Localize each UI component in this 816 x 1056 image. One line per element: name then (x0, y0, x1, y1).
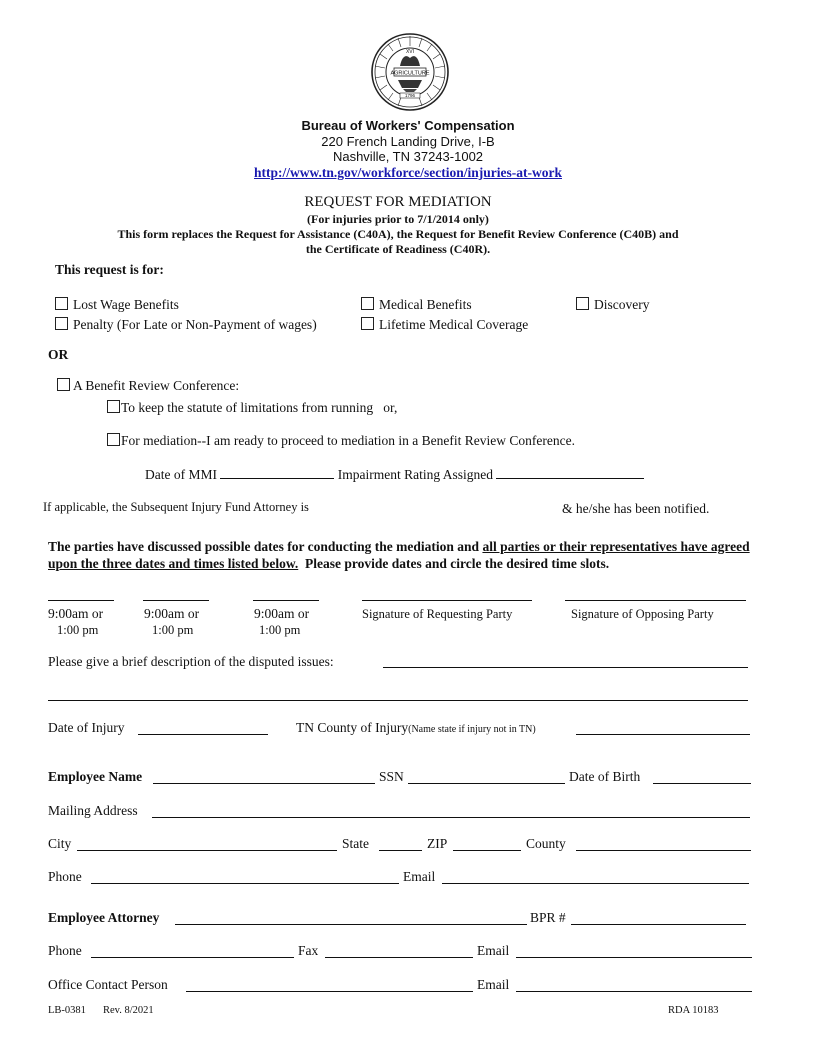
statute-checkbox[interactable] (107, 400, 120, 413)
employee-phone-label: Phone (48, 869, 82, 884)
employee-attorney-field[interactable] (175, 924, 527, 925)
option-statute[interactable]: To keep the statute of limitations from running or, (107, 400, 397, 416)
dob-label: Date of Birth (569, 769, 641, 784)
county-field[interactable] (576, 850, 751, 851)
date-slot-2-field[interactable] (143, 600, 209, 601)
request-for-label: This request is for: (55, 262, 164, 277)
requesting-signature-field[interactable] (362, 600, 532, 601)
zip-label: ZIP (427, 836, 448, 851)
date-of-injury-label: Date of Injury (48, 720, 125, 735)
form-number: LB-0381 (48, 1005, 86, 1016)
zip-field[interactable] (453, 850, 521, 851)
mailing-address-label: Mailing Address (48, 803, 138, 818)
slot-1-am[interactable]: 9:00am or (48, 606, 104, 621)
bpr-label: BPR # (530, 910, 566, 925)
state-field[interactable] (379, 850, 422, 851)
option-lost-wage[interactable]: Lost Wage Benefits (55, 297, 179, 313)
revision-date: Rev. 8/2021 (103, 1005, 154, 1016)
option-medical[interactable]: Medical Benefits (361, 297, 472, 313)
bureau-address-line1: 220 French Landing Drive, I-B (321, 134, 495, 149)
bureau-address-line2: Nashville, TN 37243-1002 (332, 149, 484, 164)
impairment-label: Impairment Rating Assigned (337, 467, 493, 482)
employee-email-field[interactable] (442, 883, 749, 884)
svg-text:XVI: XVI (405, 49, 415, 55)
office-contact-email-field[interactable] (516, 991, 752, 992)
city-field[interactable] (77, 850, 337, 851)
svg-text:1796: 1796 (404, 93, 416, 99)
opposing-signature-label: Signature of Opposing Party (571, 607, 714, 621)
option-discovery[interactable]: Discovery (576, 297, 649, 313)
attorney-email-label: Email (477, 943, 510, 958)
slot-1-pm[interactable]: 1:00 pm (57, 623, 99, 637)
lifetime-medical-checkbox[interactable] (361, 317, 374, 330)
state-label: State (342, 836, 369, 851)
attorney-fax-label: Fax (298, 943, 319, 958)
replaces-line-1: This form replaces the Request for Assistance (C40A), the Request for Benefit Review Conference (C40B) and (117, 227, 679, 241)
date-of-injury-field[interactable] (138, 734, 268, 735)
employee-phone-field[interactable] (91, 883, 399, 884)
parties-paragraph: The parties have discussed possible dates for conducting the mediation and all parties or their representatives have agreed upon the three dates and times listed below. Please provide dates and circle the desired time slots. (48, 539, 750, 571)
option-mediation[interactable]: For mediation--I am ready to proceed to mediation in a Benefit Review Conference. (107, 433, 575, 449)
medical-checkbox[interactable] (361, 297, 374, 310)
mmi-row (145, 466, 644, 483)
office-contact-label: Office Contact Person (48, 977, 168, 992)
employee-email-label: Email (403, 869, 436, 884)
office-contact-email-label: Email (477, 977, 510, 992)
slot-2-pm[interactable]: 1:00 pm (152, 623, 194, 637)
ssn-field[interactable] (408, 783, 565, 784)
penalty-checkbox[interactable] (55, 317, 68, 330)
mailing-address-field[interactable] (152, 817, 750, 818)
date-slot-1-field[interactable] (48, 600, 114, 601)
lost-wage-checkbox[interactable] (55, 297, 68, 310)
ssn-label: SSN (379, 769, 404, 784)
dob-field[interactable] (653, 783, 751, 784)
state-seal (370, 32, 450, 112)
requesting-signature-label: Signature of Requesting Party (362, 607, 513, 621)
sif-notified-label: & he/she has been notified. (562, 501, 710, 516)
impairment-rating-field[interactable] (496, 466, 644, 479)
county-of-injury-label: TN County of Injury(Name state if injury not in TN) (296, 720, 536, 735)
discovery-checkbox[interactable] (576, 297, 589, 310)
city-label: City (48, 836, 72, 851)
disputed-issues-label: Please give a brief description of the disputed issues: (48, 654, 334, 669)
disputed-issues-field-1[interactable] (383, 667, 748, 668)
page-title: REQUEST FOR MEDIATION (304, 194, 492, 210)
replaces-line-2: the Certificate of Readiness (C40R). (305, 242, 491, 256)
employee-attorney-label: Employee Attorney (48, 910, 160, 925)
rda-number: RDA 10183 (668, 1005, 719, 1016)
option-lifetime-medical[interactable]: Lifetime Medical Coverage (361, 317, 528, 333)
bureau-name: Bureau of Workers' Compensation (301, 118, 515, 133)
mediation-checkbox[interactable] (107, 433, 120, 446)
attorney-fax-field[interactable] (325, 957, 473, 958)
option-brc[interactable]: A Benefit Review Conference: (57, 378, 239, 394)
page-subtitle: (For injuries prior to 7/1/2014 only) (307, 212, 489, 226)
county-of-injury-field[interactable] (576, 734, 750, 735)
date-of-mmi-field[interactable] (220, 466, 334, 479)
bpr-field[interactable] (571, 924, 746, 925)
option-penalty[interactable]: Penalty (For Late or Non-Payment of wages) (55, 317, 317, 333)
employee-name-field[interactable] (153, 783, 375, 784)
sif-attorney-label: If applicable, the Subsequent Injury Fund Attorney is (43, 500, 309, 514)
brc-checkbox[interactable] (57, 378, 70, 391)
county-label: County (526, 836, 566, 851)
slot-3-am[interactable]: 9:00am or (254, 606, 310, 621)
seal-icon (370, 32, 450, 112)
slot-2-am[interactable]: 9:00am or (144, 606, 200, 621)
date-of-mmi-label: Date of MMI (145, 467, 217, 482)
slot-3-pm[interactable]: 1:00 pm (259, 623, 301, 637)
attorney-phone-label: Phone (48, 943, 82, 958)
opposing-signature-field[interactable] (565, 600, 746, 601)
office-contact-field[interactable] (186, 991, 473, 992)
svg-text:AGRICULTURE: AGRICULTURE (390, 70, 430, 77)
date-slot-3-field[interactable] (253, 600, 319, 601)
employee-name-label: Employee Name (48, 769, 143, 784)
attorney-email-field[interactable] (516, 957, 752, 958)
injuries-at-work-link[interactable]: http://www.tn.gov/workforce/section/injuries-at-work (254, 165, 562, 180)
or-divider: OR (48, 347, 69, 362)
disputed-issues-field-2[interactable] (48, 700, 748, 701)
attorney-phone-field[interactable] (91, 957, 294, 958)
sif-attorney-field[interactable] (360, 500, 556, 516)
